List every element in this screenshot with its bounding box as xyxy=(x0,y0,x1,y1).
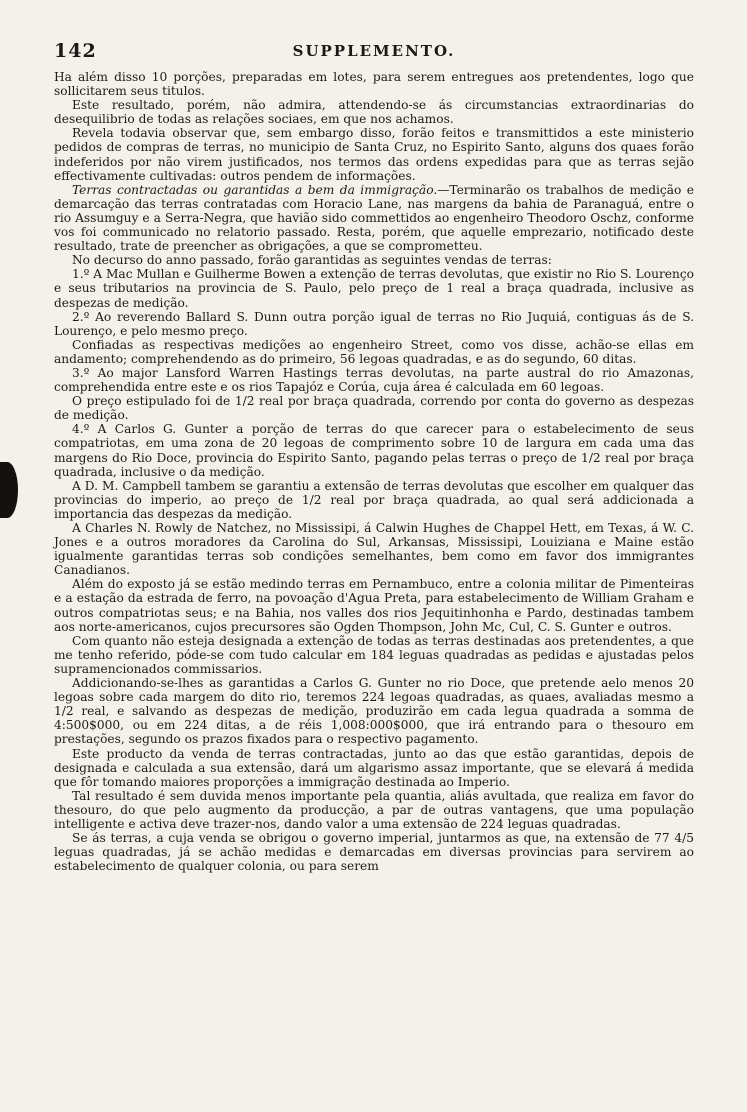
paragraph xyxy=(54,394,694,422)
page-number: 142 xyxy=(54,40,97,62)
paragraph-text: Com quanto não esteja designada a extenção de todas as terras destinadas aos pretendentes, a que me tenho referido, póde-se com tudo calcular em 184 leguas quadradas as pedidas e ajustadas pelos supramencionados commissarios. xyxy=(54,633,694,676)
paragraph-text: Este producto da venda de terras contractadas, junto ao das que estão garantidas, depois de designada e calculada a sua extensão, dará um algarismo assaz importante, que se elevará á medida que fôr tomando maiores proporções a immigração destinada ao Imperio. xyxy=(54,746,694,789)
paragraph-text: Ha além disso 10 porções, preparadas em lotes, para serem entregues aos pretendentes, logo que sollicitarem seus titulos. xyxy=(54,70,694,99)
paragraph-text: Tal resultado é sem duvida menos importante pela quantia, aliás avultada, que realiza em favor do thesouro, do que pelo augmento da producção, a par de outras vantagens, que uma população intelligente e activa deve trazer-nos, dando valor a uma extensão de 224 leguas quadradas. xyxy=(54,788,694,831)
paragraph xyxy=(54,789,694,831)
paragraph-text: Revela todavia observar que, sem embargo disso, forão feitos e transmittidos a este ministerio pedidos de compras de terras, no municipio de Santa Cruz, no Espirito Santo, alguns dos quaes forão indeferidos por não virem justificados, nos termos das ordens expedidas para que as terras sejão effectivamente cultivadas: outros pendem de informações. xyxy=(54,126,694,183)
paragraph-text: —Terminarão os trabalhos de medição e demarcação das terras contratadas com Horacio Lane, nas margens da bahia de Paranaguá, entre o rio Assumguy e a Serra-Negra, que havião sido commettidos ao engenheiro Theodoro Oschz, conforme vos foi communicado no relatorio passado. Resta, porém, que aquelle emprezario, notificado deste resultado, trate de preencher as obrigações, a que se comprometteu. xyxy=(54,182,695,254)
section-heading-italic: Terras contractadas ou garantidas a bem da immigração. xyxy=(72,182,438,197)
paragraph xyxy=(54,831,694,873)
paragraph-text: O preço estipulado foi de 1/2 real por braça quadrada, correndo por conta do governo as despezas de medição. xyxy=(54,394,694,423)
paragraph xyxy=(54,253,694,267)
paragraph xyxy=(54,70,694,98)
paragraph xyxy=(54,577,694,633)
paragraph xyxy=(54,479,694,521)
paragraph xyxy=(54,634,694,676)
paragraph-text: Além do exposto já se estão medindo terras em Pernambuco, entre a colonia militar de Pimenteiras e a estação da estrada de ferro, na povoação d'Agua Preta, para estabelecimento de William Graham e outros compatriotas seus; e na Bahia, nos valles dos rios Jequitinhonha e Pardo, destinadas tambem aos norte-americanos, cujos precursores são Ogden Thompson, John Mc, Cul, C. S. Gunter e outros. xyxy=(54,577,694,634)
paragraph xyxy=(54,98,694,126)
paragraph-text: 1.º A Mac Mullan e Guilherme Bowen a extenção de terras devolutas, que existir no Rio S. Lourenço e seus tributarios na provincia de S. Paulo, pelo preço de 1 real a braça quadrada, inclusive as despezas de medição. xyxy=(54,267,694,310)
running-title: SUPPLEMENTO. xyxy=(292,42,456,60)
body-text xyxy=(54,70,694,873)
paragraph xyxy=(54,747,694,789)
paragraph xyxy=(54,422,694,478)
paragraph-text: 2.º Ao reverendo Ballard S. Dunn outra porção igual de terras no Rio Juquiá, contiguas ás de S. Lourenço, e pelo mesmo preço. xyxy=(54,309,694,338)
paragraph xyxy=(54,338,694,366)
paragraph-text: Addicionando-se-lhes as garantidas a Carlos G. Gunter no rio Doce, que pretende aelo menos 20 legoas sobre cada margem do dito rio, teremos 224 legoas quadradas, as quaes, avaliadas mesmo a 1/2 real, e salvando as despezas de medição, produzirão em cada legua quadrada a somma de 4:500$000, ou em 224 ditas, a de réis 1,008:000$000, que irá entrando para o thesouro em prestações, segundo os prazos fixados para o respectivo pagamento. xyxy=(54,676,694,747)
page-header xyxy=(54,38,694,68)
paragraph xyxy=(54,267,694,309)
paragraph-text: Confiadas as respectivas medições ao engenheiro Street, como vos disse, achão-se ellas em andamento; comprehendendo as do primeiro, 56 legoas quadradas, e as do segundo, 60 ditas. xyxy=(54,337,694,366)
paragraph-text: A D. M. Campbell tambem se garantiu a extensão de terras devolutas que escolher em qualquer das provincias do imperio, ao preço de 1/2 real por braça quadrada, ao qual será addicionada a importancia das despezas da medição. xyxy=(54,478,694,521)
paragraph xyxy=(54,310,694,338)
paragraph xyxy=(54,521,694,577)
document-page xyxy=(54,38,694,873)
paragraph-text: Este resultado, porém, não admira, attendendo-se ás circumstancias extraordinarias do desequilibrio de todas as relações sociaes, em que nos achamos. xyxy=(54,98,694,127)
paragraph xyxy=(54,366,694,394)
paragraph xyxy=(54,126,694,182)
paragraph xyxy=(54,676,694,746)
paragraph-text: 3.º Ao major Lansford Warren Hastings terras devolutas, na parte austral do rio Amazonas, comprehendida entre este e os rios Tapajóz e Corúa, cuja área é calculada em 60 legoas. xyxy=(54,365,694,395)
paragraph xyxy=(54,183,694,253)
paragraph-text: No decurso do anno passado, forão garantidas as seguintes vendas de terras: xyxy=(72,253,552,268)
paragraph-text: 4.º A Carlos G. Gunter a porção de terras do que carecer para o estabelecimento de seus compatriotas, em uma zona de 20 legoas de comprimento sobre 10 de largura em cada uma das margens do Rio Doce, provincia do Espirito Santo, pagando pelas terras o preço de 1/2 real por braça quadrada, inclusive o da medição. xyxy=(54,422,694,479)
page-edge-blot xyxy=(0,462,18,518)
paragraph-text: Se ás terras, a cuja venda se obrigou o governo imperial, juntarmos as que, na extensão de 77 4/5 leguas quadradas, já se achão medidas e demarcadas em diversas provincias para servirem ao estabelecimento de qualquer colonia, ou para serem xyxy=(54,831,694,874)
paragraph-text: A Charles N. Rowly de Natchez, no Mississipi, á Calwin Hughes de Chappel Hett, em Texas, á W. C. Jones e a outros moradores da Carolina do Sul, Arkansas, Mississipi, Louiziana e Maine estão igualmente garantidas terras sob condições semelhantes, bem como em favor dos immigrantes Canadianos. xyxy=(54,521,694,578)
